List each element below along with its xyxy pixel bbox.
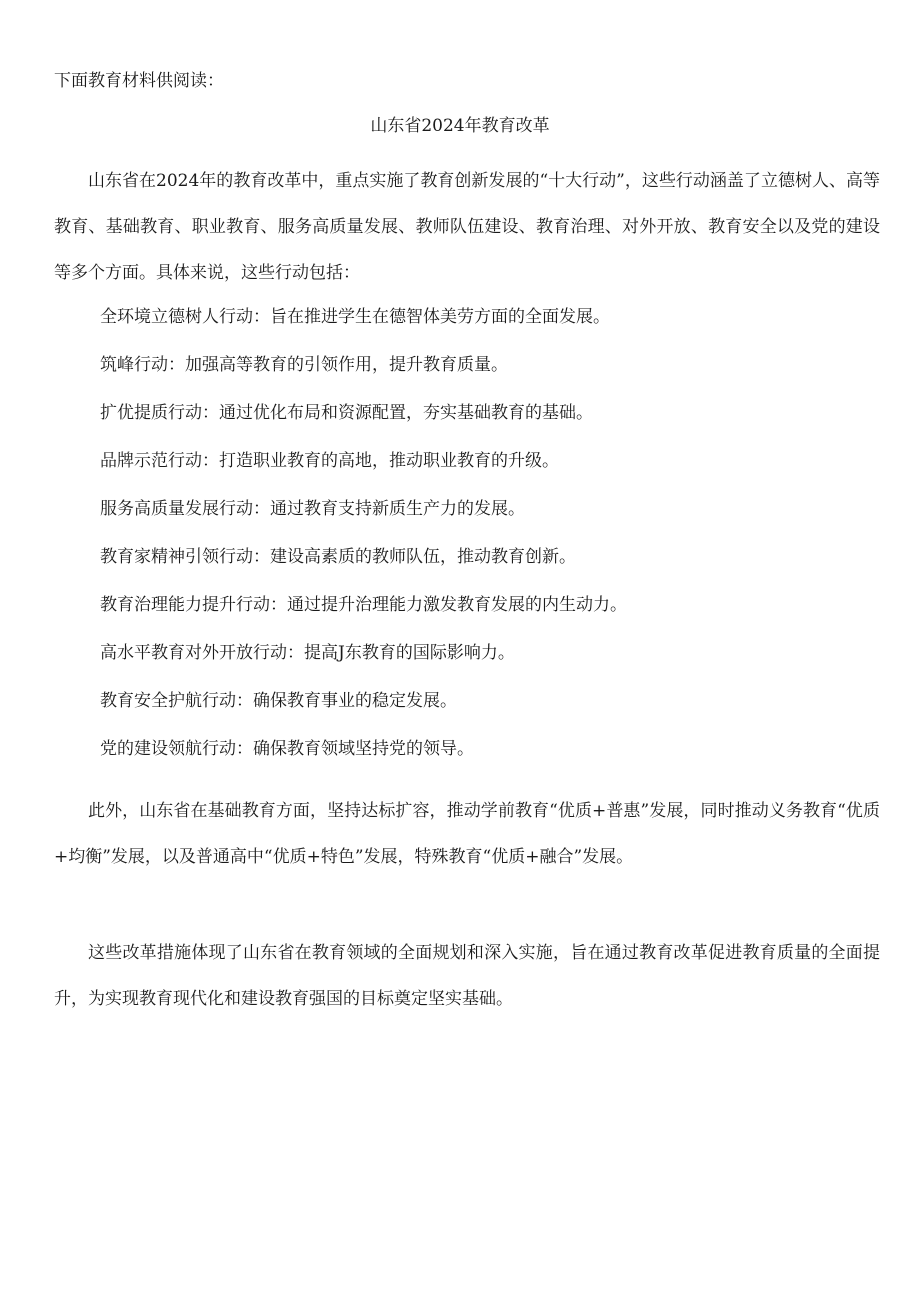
action-item: 教育安全护航行动：确保教育事业的稳定发展。	[100, 691, 457, 711]
action-item: 教育治理能力提升行动：通过提升治理能力激发教育发展的内生动力。	[100, 595, 627, 615]
action-item: 全环境立德树人行动：旨在推进学生在德智体美劳方面的全面发展。	[100, 307, 610, 327]
action-item: 教育家精神引领行动：建设高素质的教师队伍，推动教育创新。	[100, 547, 576, 567]
action-item: 高水平教育对外开放行动：提高J东教育的国际影响力。	[100, 643, 515, 663]
paragraph-basic-education: 此外，山东省在基础教育方面，坚持达标扩容，推动学前教育“优质+普惠”发展，同时推动义务教育“优质+均衡”发展，以及普通高中“优质+特色”发展，特殊教育“优质+融合”发展。	[54, 801, 880, 867]
action-item: 筑峰行动：加强高等教育的引领作用，提升教育质量。	[100, 355, 508, 375]
action-item: 扩优提质行动：通过优化布局和资源配置，夯实基础教育的基础。	[100, 403, 593, 423]
paragraph-conclusion: 这些改革措施体现了山东省在教育领域的全面规划和深入实施，旨在通过教育改革促进教育质量的全面提升，为实现教育现代化和建设教育强国的目标奠定坚实基础。	[54, 943, 880, 1009]
document-title: 山东省2024年教育改革	[370, 116, 550, 136]
action-item: 服务高质量发展行动：通过教育支持新质生产力的发展。	[100, 499, 525, 519]
action-item: 党的建设领航行动：确保教育领域坚持党的领导。	[100, 739, 474, 759]
action-item: 品牌示范行动：打造职业教育的高地，推动职业教育的升级。	[100, 451, 559, 471]
paragraph-overview: 山东省在2024年的教育改革中，重点实施了教育创新发展的“十大行动”，这些行动涵盖了立德树人、高等教育、基础教育、职业教育、服务高质量发展、教师队伍建设、教育治理、对外开放、教育安全以及党的建设等多个方面。具体来说，这些行动包括：	[54, 171, 880, 283]
intro-line: 下面教育材料供阅读：	[54, 71, 224, 91]
